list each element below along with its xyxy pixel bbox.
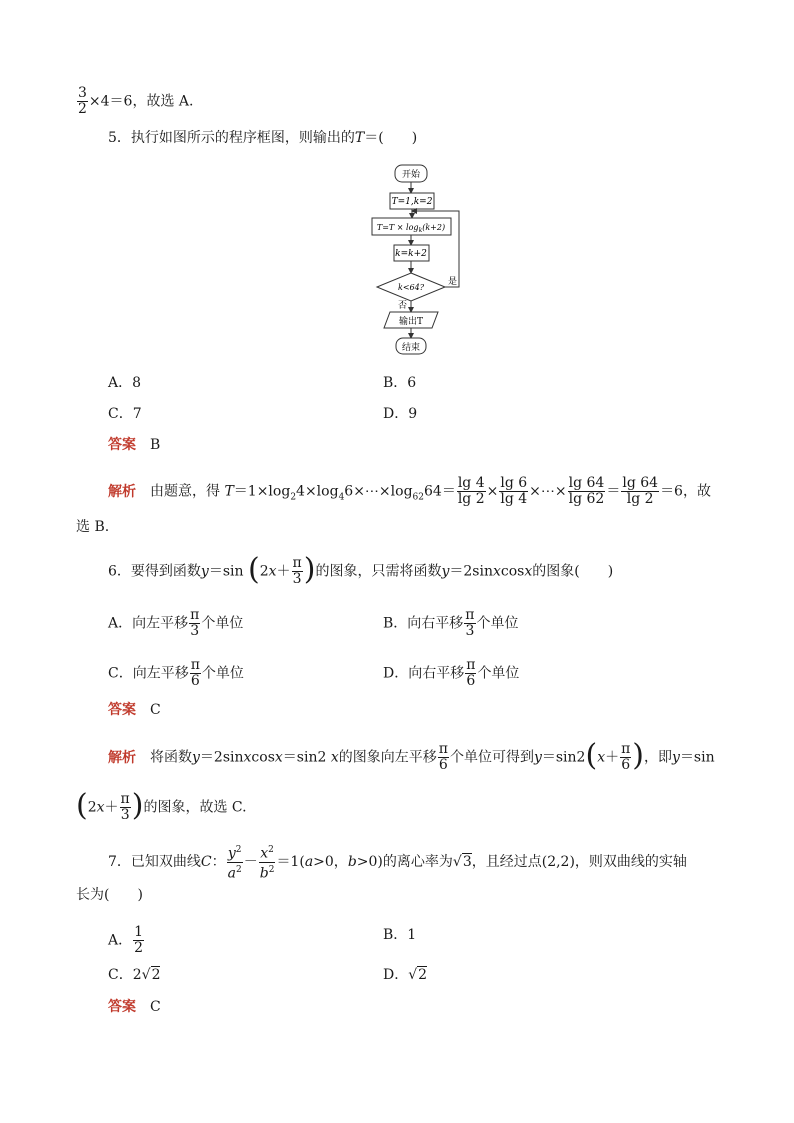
q6-answer: 答案 C xyxy=(108,702,161,718)
flow-init-label: T=1,k=2 xyxy=(391,197,433,207)
prev-answer-tail: $\frac{3}{2}$ ×4＝6，故选 A. xyxy=(78,85,194,117)
flow-assign-label: $T=T \times \log_k(k+2)$ xyxy=(376,223,446,234)
q5-answer: 答案 B xyxy=(108,437,161,453)
q5-option-d: D．9 xyxy=(383,406,418,422)
q5-analysis-line2: 选 B. xyxy=(76,519,110,535)
q7-option-c: C．2√2 xyxy=(108,967,161,983)
q5-option-c: C．7 xyxy=(108,406,142,422)
q5-option-b: B．6 xyxy=(383,375,417,391)
q6-option-d: D．向右平移 $\frac{\pi}{6}$ 个单位 xyxy=(383,657,520,689)
q7-stem: 7．已知双曲线C： $\frac{y^2}{a^2}$ － $\frac{x^2}{b^2}$ ＝1(a>0，b>0)的离心率为√3，且经过点(2,2)，则双曲线的实轴 xyxy=(108,845,687,882)
q6-option-c: C．向左平移 $\frac{\pi}{6}$ 个单位 xyxy=(108,657,244,689)
q5-option-a: A．8 xyxy=(108,375,142,391)
flow-increment-label: k=k+2 xyxy=(395,249,427,259)
fraction: $\frac{3}{2}$ xyxy=(78,85,87,117)
q5-analysis: 解析 由题意，得 $T=1\times\log_24\times\log_46\times\cdots\times\log_{62}64=$ $\frac{\lg 4}{\lg 2}$ × $\frac{\lg 6}{\lg 4}$ ×⋯× $\frac{\lg 64}{\lg 62}$ ＝ $\frac{\lg 64}{\lg 2}$ ＝6，故 xyxy=(108,475,711,507)
q6-stem: 6．要得到函数y＝sin (2x＋ $\frac{\pi}{3}$ )的图象，只需将函数y＝2sinxcosx的图象( ) xyxy=(108,551,614,587)
q5-flowchart xyxy=(370,163,470,353)
q7-stem-line2: 长为( ) xyxy=(76,887,143,903)
flow-no-label: 否 xyxy=(398,301,408,311)
q7-option-d: D．√2 xyxy=(383,967,428,983)
q7-option-a: A． $\frac{1}{2}$ xyxy=(108,924,144,956)
q7-option-b: B．1 xyxy=(383,927,417,943)
q6-option-a: A．向左平移 $\frac{\pi}{3}$ 个单位 xyxy=(108,607,244,639)
flow-condition-label: k<64? xyxy=(397,283,425,292)
flow-start-label: 开始 xyxy=(401,170,421,180)
q6-analysis: 解析 将函数y＝2sinxcosx＝sin2 x的图象向左平移 $\frac{\pi}{6}$ 个单位可得到y＝sin2(x＋ $\frac{\pi}{6}$ )，即y＝sin xyxy=(108,737,715,773)
flow-end-label: 结束 xyxy=(401,343,421,353)
q7-answer: 答案 C xyxy=(108,999,161,1015)
flow-output-label: 输出T xyxy=(398,317,424,327)
q5-stem: 5．执行如图所示的程序框图，则输出的T＝( ) xyxy=(108,130,418,146)
q6-analysis-line2: (2x＋ $\frac{\pi}{3}$ )的图象，故选 C. xyxy=(76,787,247,823)
flow-yes-label: 是 xyxy=(448,277,458,287)
q6-option-b: B．向右平移 $\frac{\pi}{3}$ 个单位 xyxy=(383,607,519,639)
